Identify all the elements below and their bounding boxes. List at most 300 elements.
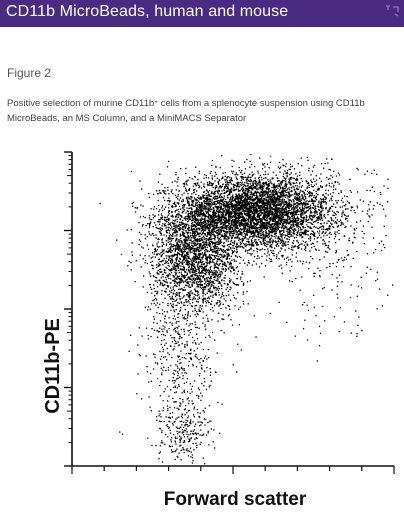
scatter-point	[251, 253, 252, 254]
scatter-point	[244, 224, 245, 225]
scatter-point	[227, 176, 228, 177]
scatter-point	[244, 162, 245, 163]
scatter-point	[313, 190, 314, 191]
scatter-point	[213, 204, 214, 205]
scatter-point	[276, 210, 277, 211]
scatter-point	[271, 225, 272, 226]
scatter-point	[259, 181, 260, 182]
scatter-point	[304, 249, 305, 250]
scatter-point	[195, 218, 196, 219]
scatter-point	[249, 237, 250, 238]
scatter-point	[321, 181, 322, 182]
scatter-point	[303, 241, 304, 242]
scatter-point	[180, 168, 181, 169]
scatter-point	[248, 192, 249, 193]
scatter-point	[242, 177, 243, 178]
scatter-point	[216, 174, 217, 175]
scatter-point	[216, 204, 217, 205]
scatter-point	[280, 208, 281, 209]
scatter-point	[198, 220, 199, 221]
scatter-point	[223, 224, 224, 225]
scatter-point	[254, 166, 255, 167]
scatter-point	[210, 211, 211, 212]
scatter-point	[250, 191, 251, 192]
scatter-point	[301, 209, 302, 210]
scatter-point	[244, 233, 245, 234]
scatter-point	[234, 190, 235, 191]
scatter-point	[250, 183, 251, 184]
scatter-point	[303, 220, 304, 221]
scatter-point	[259, 237, 260, 238]
scatter-point	[319, 235, 320, 236]
scatter-point	[261, 231, 262, 232]
scatter-point	[299, 234, 300, 235]
scatter-point	[300, 227, 301, 228]
scatter-point	[234, 248, 235, 249]
scatter-point	[202, 215, 203, 216]
scatter-point	[273, 213, 274, 214]
scatter-point	[277, 187, 278, 188]
scatter-point	[242, 240, 243, 241]
scatter-point	[274, 241, 275, 242]
scatter-point	[321, 233, 322, 234]
scatter-point	[223, 238, 224, 239]
scatter-point	[237, 208, 238, 209]
scatter-point	[188, 211, 189, 212]
scatter-point	[339, 183, 340, 184]
scatter-point	[288, 232, 289, 233]
scatter-point	[293, 183, 294, 184]
scatter-point	[271, 216, 272, 217]
scatter-point	[239, 203, 240, 204]
scatter-point	[252, 242, 253, 243]
scatter-point	[218, 193, 219, 194]
scatter-point	[246, 177, 247, 178]
scatter-point	[363, 201, 364, 202]
scatter-point	[218, 197, 219, 198]
scatter-point	[219, 229, 220, 230]
scatter-point	[252, 220, 253, 221]
scatter-point	[305, 231, 306, 232]
scatter-point	[201, 182, 202, 183]
scatter-point	[224, 218, 225, 219]
scatter-point	[252, 172, 253, 173]
scatter-point	[251, 218, 252, 219]
scatter-point	[277, 222, 278, 223]
scatter-point	[132, 206, 133, 207]
scatter-point	[239, 237, 240, 238]
scatter-point	[240, 242, 241, 243]
scatter-point	[196, 203, 197, 204]
scatter-point	[282, 215, 283, 216]
scatter-point	[237, 220, 238, 221]
scatter-point	[294, 194, 295, 195]
scatter-point	[231, 222, 232, 223]
scatter-point	[226, 179, 227, 180]
scatter-point	[267, 209, 268, 210]
scatter-point	[206, 208, 207, 209]
scatter-point	[269, 194, 270, 195]
scatter-point	[292, 224, 293, 225]
scatter-point	[276, 230, 277, 231]
scatter-point	[201, 187, 202, 188]
scatter-point	[219, 180, 220, 181]
scatter-point	[341, 222, 342, 223]
scatter-point	[279, 222, 280, 223]
scatter-point	[258, 198, 259, 199]
scatter-point	[267, 179, 268, 180]
scatter-point	[272, 204, 273, 205]
scatter-point	[253, 223, 254, 224]
scatter-point	[176, 205, 177, 206]
scatter-point	[253, 181, 254, 182]
scatter-point	[243, 227, 244, 228]
scatter-point	[302, 185, 303, 186]
scatter-point	[313, 197, 314, 198]
scatter-point	[183, 208, 184, 209]
scatter-point	[267, 195, 268, 196]
scatter-point	[290, 184, 291, 185]
scatter-point	[299, 244, 300, 245]
scatter-point	[222, 184, 223, 185]
scatter-point	[316, 217, 317, 218]
scatter-point	[285, 185, 286, 186]
scatter-point	[235, 225, 236, 226]
scatter-point	[158, 219, 159, 220]
scatter-point	[293, 178, 294, 179]
scatter-point	[276, 254, 277, 255]
scatter-point	[308, 226, 309, 227]
scatter-point	[246, 159, 247, 160]
scatter-point	[242, 196, 243, 197]
scatter-point	[308, 185, 309, 186]
scatter-point	[356, 222, 357, 223]
scatter-point	[216, 206, 217, 207]
corner-ornament-icon	[384, 4, 400, 18]
scatter-point	[222, 217, 223, 218]
scatter-point	[201, 222, 202, 223]
scatter-point	[229, 180, 230, 181]
scatter-point	[223, 198, 224, 199]
scatter-point	[250, 227, 251, 228]
scatter-point	[283, 195, 284, 196]
scatter-point	[302, 181, 303, 182]
scatter-point	[277, 178, 278, 179]
scatter-point	[207, 201, 208, 202]
scatter-point	[185, 173, 186, 174]
scatter-point	[288, 207, 289, 208]
scatter-point	[280, 221, 281, 222]
scatter-point	[293, 203, 294, 204]
scatter-point	[296, 197, 297, 198]
scatter-point	[260, 175, 261, 176]
scatter-point	[272, 227, 273, 228]
scatter-point	[287, 188, 288, 189]
scatter-point	[204, 205, 205, 206]
scatter-point	[329, 185, 330, 186]
scatter-point	[196, 190, 197, 191]
scatter-point	[172, 205, 173, 206]
scatter-point	[308, 219, 309, 220]
scatter-point	[266, 218, 267, 219]
scatter-point	[270, 250, 271, 251]
scatter-point	[294, 208, 295, 209]
scatter-point	[200, 209, 201, 210]
scatter-point	[329, 237, 330, 238]
scatter-point	[280, 211, 281, 212]
scatter-point	[302, 197, 303, 198]
scatter-point	[303, 222, 304, 223]
scatter-point	[316, 179, 317, 180]
scatter-point	[214, 210, 215, 211]
scatter-point	[330, 232, 331, 233]
scatter-point	[254, 205, 255, 206]
scatter-point	[308, 238, 309, 239]
scatter-point	[223, 189, 224, 190]
scatter-point	[332, 211, 333, 212]
scatter-point	[279, 184, 280, 185]
scatter-point	[299, 183, 300, 184]
scatter-point	[276, 193, 277, 194]
scatter-point	[233, 215, 234, 216]
scatter-point	[168, 222, 169, 223]
scatter-point	[316, 183, 317, 184]
scatter-point	[245, 206, 246, 207]
scatter-point	[264, 195, 265, 196]
scatter-point	[233, 186, 234, 187]
scatter-point	[270, 190, 271, 191]
scatter-point	[236, 172, 237, 173]
scatter-point	[268, 251, 269, 252]
scatter-point	[273, 172, 274, 173]
scatter-point	[286, 262, 287, 263]
scatter-point	[311, 219, 312, 220]
scatter-point	[247, 252, 248, 253]
scatter-point	[236, 186, 237, 187]
scatter-point	[257, 227, 258, 228]
scatter-point	[325, 190, 326, 191]
scatter-point	[192, 178, 193, 179]
scatter-point	[272, 196, 273, 197]
scatter-point	[206, 206, 207, 207]
scatter-point	[261, 189, 262, 190]
scatter-point	[209, 206, 210, 207]
scatter-point	[246, 220, 247, 221]
scatter-point	[331, 218, 332, 219]
scatter-point	[270, 156, 271, 157]
scatter-point	[366, 190, 367, 191]
scatter-point	[227, 222, 228, 223]
scatter-point	[263, 235, 264, 236]
scatter-point	[248, 187, 249, 188]
scatter-point	[317, 222, 318, 223]
scatter-point	[324, 216, 325, 217]
scatter-point	[379, 204, 380, 205]
scatter-point	[328, 245, 329, 246]
scatter-point	[231, 188, 232, 189]
scatter-point	[319, 216, 320, 217]
scatter-point	[292, 215, 293, 216]
scatter-point	[223, 216, 224, 217]
scatter-point	[153, 217, 154, 218]
scatter-point	[272, 200, 273, 201]
scatter-point	[198, 195, 199, 196]
scatter-point	[266, 200, 267, 201]
scatter-point	[260, 215, 261, 216]
scatter-point	[230, 204, 231, 205]
scatter-point	[334, 233, 335, 234]
scatter-point	[303, 199, 304, 200]
scatter-point	[285, 178, 286, 179]
scatter-point	[357, 206, 358, 207]
scatter-point	[135, 207, 136, 208]
scatter-point	[204, 208, 205, 209]
scatter-point	[258, 172, 259, 173]
scatter-point	[284, 215, 285, 216]
scatter-point	[261, 225, 262, 226]
scatter-point	[347, 201, 348, 202]
scatter-point	[260, 233, 261, 234]
scatter-point	[229, 193, 230, 194]
scatter-point	[312, 258, 313, 259]
scatter-point	[303, 202, 304, 203]
scatter-point	[156, 190, 157, 191]
scatter-point	[244, 205, 245, 206]
scatter-point	[206, 195, 207, 196]
scatter-point	[251, 164, 252, 165]
scatter-point	[342, 198, 343, 199]
scatter-point	[315, 197, 316, 198]
scatter-point	[306, 262, 307, 263]
scatter-point	[201, 202, 202, 203]
scatter-point	[235, 199, 236, 200]
scatter-point	[275, 205, 276, 206]
scatter-point	[294, 178, 295, 179]
scatter-point	[281, 193, 282, 194]
scatter-point	[263, 223, 264, 224]
scatter-point	[249, 209, 250, 210]
scatter-point	[226, 219, 227, 220]
scatter-point	[275, 191, 276, 192]
scatter-point	[268, 181, 269, 182]
scatter-point	[267, 197, 268, 198]
scatter-point	[262, 186, 263, 187]
scatter-point	[288, 199, 289, 200]
scatter-point	[153, 194, 154, 195]
scatter-point	[274, 236, 275, 237]
scatter-point	[340, 190, 341, 191]
scatter-point	[285, 197, 286, 198]
scatter-point	[297, 222, 298, 223]
scatter-point	[211, 226, 212, 227]
scatter-point	[287, 238, 288, 239]
scatter-point	[245, 168, 246, 169]
scatter-point	[271, 187, 272, 188]
scatter-point	[271, 217, 272, 218]
scatter-point	[254, 195, 255, 196]
scatter-point	[265, 216, 266, 217]
scatter-point	[306, 220, 307, 221]
scatter-point	[239, 263, 240, 264]
scatter-point	[319, 210, 320, 211]
scatter-point	[185, 212, 186, 213]
scatter-point	[242, 203, 243, 204]
scatter-point	[286, 264, 287, 265]
scatter-point	[371, 214, 372, 215]
scatter-point	[325, 208, 326, 209]
scatter-point	[289, 227, 290, 228]
scatter-point	[301, 221, 302, 222]
scatter-point	[264, 243, 265, 244]
scatter-point	[161, 207, 162, 208]
scatter-point	[279, 212, 280, 213]
scatter-point	[172, 193, 173, 194]
scatter-point	[245, 225, 246, 226]
scatter-point	[265, 207, 266, 208]
scatter-point	[230, 181, 231, 182]
scatter-point	[286, 226, 287, 227]
scatter-point	[270, 191, 271, 192]
scatter-point	[272, 242, 273, 243]
scatter-point	[238, 200, 239, 201]
scatter-point	[277, 208, 278, 209]
scatter-point	[175, 206, 176, 207]
scatter-point	[303, 219, 304, 220]
scatter-point	[239, 256, 240, 257]
scatter-point	[220, 209, 221, 210]
scatter-point	[196, 207, 197, 208]
scatter-point	[278, 208, 279, 209]
scatter-point	[319, 178, 320, 179]
scatter-point	[237, 225, 238, 226]
scatter-point	[310, 240, 311, 241]
scatter-point	[286, 228, 287, 229]
scatter-point	[255, 207, 256, 208]
scatter-point	[249, 174, 250, 175]
scatter-point	[237, 184, 238, 185]
scatter-point	[253, 193, 254, 194]
scatter-point	[271, 197, 272, 198]
scatter-point	[303, 193, 304, 194]
scatter-point	[263, 183, 264, 184]
scatter-point	[294, 198, 295, 199]
scatter-point	[338, 193, 339, 194]
scatter-point	[257, 185, 258, 186]
scatter-point	[293, 223, 294, 224]
scatter-point	[272, 253, 273, 254]
scatter-point	[297, 240, 298, 241]
scatter-point	[261, 194, 262, 195]
scatter-point	[297, 232, 298, 233]
scatter-point	[333, 189, 334, 190]
scatter-point	[341, 192, 342, 193]
scatter-point	[249, 167, 250, 168]
scatter-point	[289, 230, 290, 231]
scatter-point	[287, 176, 288, 177]
scatter-point	[293, 211, 294, 212]
scatter-point	[286, 223, 287, 224]
scatter-point	[206, 190, 207, 191]
scatter-point	[270, 162, 271, 163]
scatter-point	[227, 181, 228, 182]
scatter-point	[295, 219, 296, 220]
scatter-point	[291, 213, 292, 214]
scatter-point	[284, 245, 285, 246]
scatter-point	[279, 192, 280, 193]
scatter-point	[276, 245, 277, 246]
scatter-point	[241, 221, 242, 222]
scatter-point	[208, 184, 209, 185]
